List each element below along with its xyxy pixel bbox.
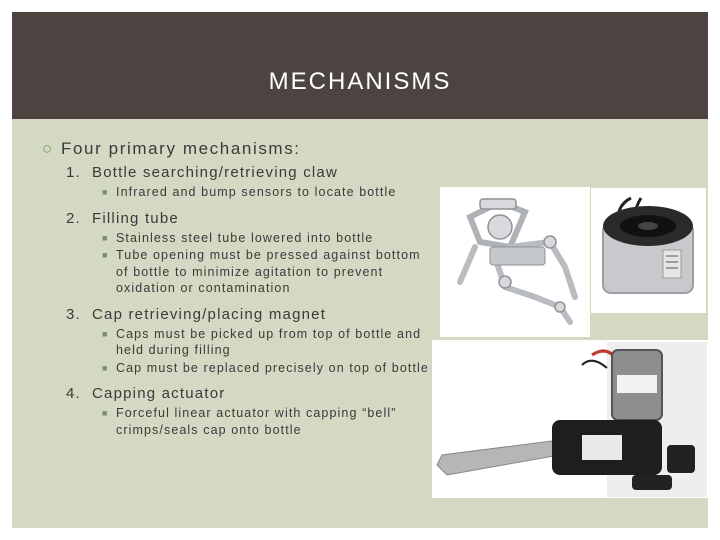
- detail-text: Forceful linear actuator with capping “bell” crimps/seals cap onto bottle: [116, 406, 397, 437]
- detail-text: Stainless steel tube lowered into bottle: [116, 230, 374, 245]
- mechanism-label: Capping actuator: [92, 385, 226, 402]
- detail-text: Infrared and bump sensors to locate bottle: [116, 185, 397, 199]
- square-bullet-icon: ■: [102, 187, 109, 197]
- robot-claw-photo: [440, 187, 590, 337]
- mechanism-item: [66, 384, 442, 404]
- mechanism-label: Bottle searching/retrieving claw: [92, 164, 338, 181]
- square-bullet-icon: ■: [102, 232, 109, 243]
- square-bullet-icon: ■: [102, 408, 109, 418]
- item-number: 2.: [66, 209, 81, 227]
- detail-text: Caps must be picked up from top of bottle and held during filling: [116, 326, 422, 357]
- detail-item: [102, 247, 434, 297]
- item-number: 3.: [66, 305, 81, 323]
- detail-item: [102, 405, 434, 438]
- detail-text: Tube opening must be pressed against bottom of bottle to minimize agitation to prevent oxidation or contamination: [116, 248, 421, 295]
- detail-text: Cap must be replaced precisely on top of bottle: [116, 360, 429, 375]
- intro-bullet: [42, 138, 442, 160]
- detail-item: [102, 184, 434, 201]
- bullet-content: [42, 138, 442, 438]
- intro-text: Four primary mechanisms:: [61, 139, 301, 158]
- detail-item: [102, 360, 434, 377]
- detail-item: [102, 230, 434, 247]
- square-bullet-icon: ■: [102, 362, 109, 373]
- linear-actuator-photo: [432, 340, 708, 498]
- slide-title: MECHANISMS: [268, 68, 452, 95]
- detail-item: [102, 326, 434, 359]
- item-number: 4.: [66, 385, 81, 402]
- square-bullet-icon: ■: [102, 250, 109, 260]
- mechanism-item: [66, 163, 442, 183]
- item-number: 1.: [66, 164, 81, 181]
- title-bar: [12, 12, 708, 119]
- electromagnet-photo: [591, 188, 706, 313]
- mechanism-item: [66, 209, 442, 229]
- mechanism-label: Cap retrieving/placing magnet: [92, 305, 327, 323]
- mechanism-label: Filling tube: [92, 209, 179, 227]
- mechanism-item: [66, 305, 442, 325]
- square-bullet-icon: ■: [102, 328, 109, 339]
- circle-bullet-icon: ○: [42, 139, 54, 158]
